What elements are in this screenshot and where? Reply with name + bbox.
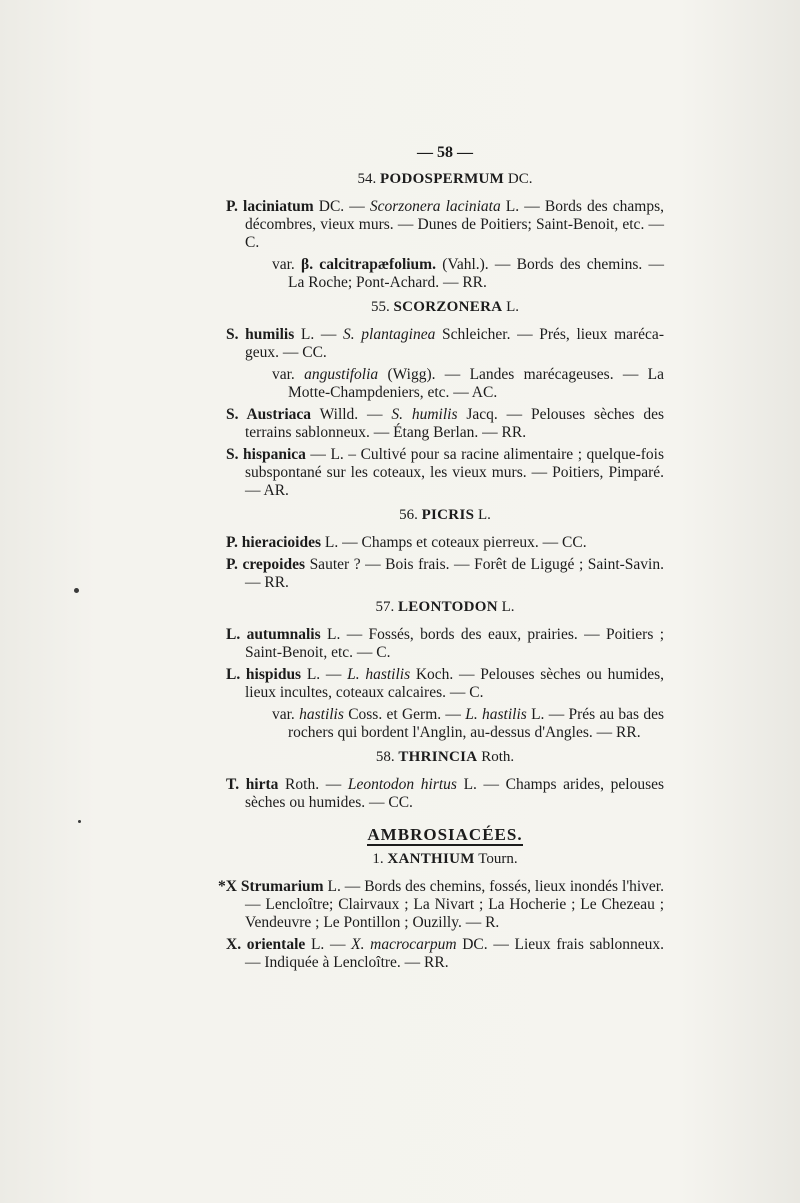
genus-heading-picris: 56. PICRIS L.	[399, 507, 491, 523]
genus-heading-scorzonera: 55. SCORZONERA L.	[370, 299, 520, 315]
variety-entry: var. β. calcitrapæfolium. (Vahl.). — Bords des chemins. — La Roche; Pont-Achard. — RR.	[272, 256, 665, 291]
species-entry: P. laciniatum DC. — Scorzonera laciniata L. — Bords des champs, décombres, vieux murs. — Dunes de Poitiers; Saint-Benoit, etc. — C.	[226, 198, 664, 251]
species-entry: S. humilis L. — S. plantaginea Schleicher. — Prés, lieux maréca-geux. — CC.	[226, 326, 664, 361]
species-entry: S. hispanica — L. – Cultivé pour sa racine alimentaire ; quelque-fois subspontané sur les coteaux, les vieux murs. — Poitiers, Pimparé. — AR.	[226, 446, 664, 499]
ink-spot	[78, 820, 81, 823]
genus-heading-thrincia: 58. THRINCIA Roth.	[375, 749, 515, 765]
genus-heading-podospermum: 54. PODOSPERMUM DC.	[357, 171, 533, 187]
species-entry: S. Austriaca Willd. — S. humilis Jacq. — Pelouses sèches des terrains sablonneux. — Étang Berlan. — RR.	[226, 406, 664, 441]
variety-entry: var. hastilis Coss. et Germ. — L. hastilis L. — Prés au bas des rochers qui bordent l'Anglin, au-dessus d'Angles. — RR.	[272, 706, 664, 741]
species-entry: P. hieracioides L. — Champs et coteaux pierreux. — CC.	[226, 534, 587, 551]
species-entry: P. crepoides Sauter ? — Bois frais. — Forêt de Ligugé ; Saint-Savin. — RR.	[226, 556, 664, 591]
genus-heading-xanthium: 1. XANTHIUM Tourn.	[372, 851, 518, 867]
species-entry: L. autumnalis L. — Fossés, bords des eaux, prairies. — Poitiers ; Saint-Benoit, etc. — C.	[226, 626, 665, 661]
species-entry: L. hispidus L. — L. hastilis Koch. — Pelouses sèches ou humides, lieux incultes, coteaux calcaires. — C.	[226, 666, 664, 701]
page-number: — 58 —	[417, 144, 473, 161]
text-column	[218, 144, 665, 976]
ink-spot	[74, 588, 79, 593]
species-entry: X. orientale L. — X. macrocarpum DC. — Lieux frais sablonneux. — Indiquée à Lencloître. — RR.	[226, 936, 665, 971]
family-heading: AMBROSIACÉES.	[367, 825, 523, 844]
species-entry: *X Strumarium L. — Bords des chemins, fossés, lieux inondés l'hiver. — Lencloître; Clairvaux ; La Nivart ; La Hocherie ; Le Chezeau ; Vendeuvre ; Le Pontillon ; Ouzilly. — R.	[218, 878, 664, 931]
species-entry: T. hirta Roth. — Leontodon hirtus L. — Champs arides, pelouses sèches ou humides. — CC.	[226, 776, 665, 811]
genus-heading-leontodon: 57. LEONTODON L.	[375, 599, 515, 615]
variety-entry: var. angustifolia (Wigg). — Landes marécageuses. — La Motte-Champdeniers, etc. — AC.	[272, 366, 664, 401]
